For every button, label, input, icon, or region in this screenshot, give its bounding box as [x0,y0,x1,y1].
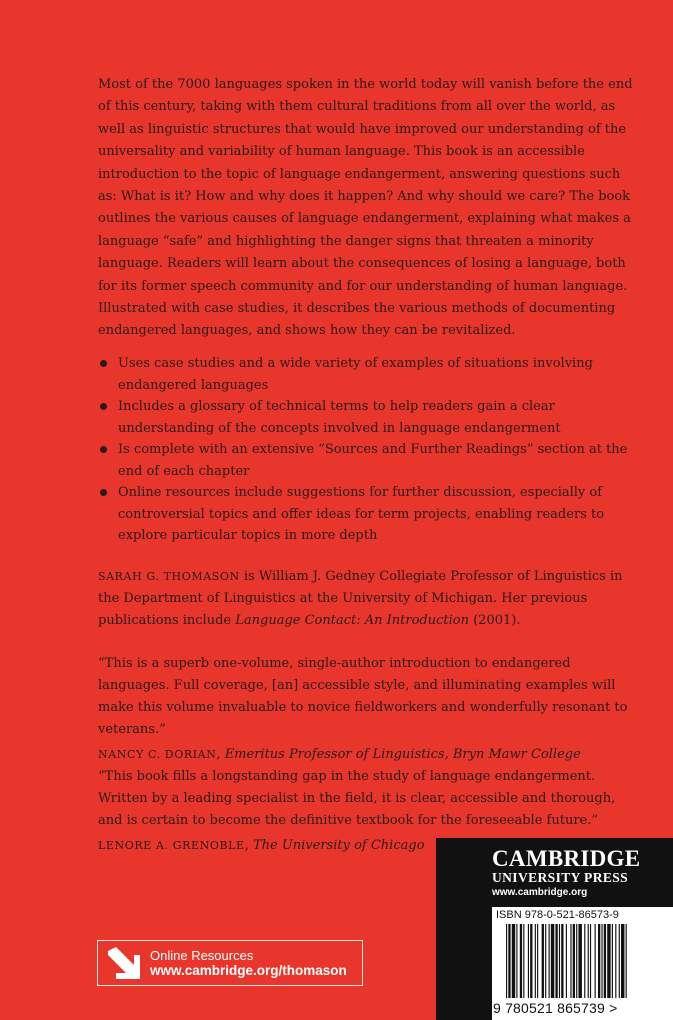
barcode-area [492,907,673,1020]
quote-attribution: NANCY C. DORIAN, Emeritus Professor of Linguistics, Bryn Mawr College [98,747,581,762]
barcode-bar [578,924,581,998]
feature-item [98,482,643,547]
online-resources-url[interactable]: www.cambridge.org/thomason [150,962,347,978]
bullet-icon [100,489,107,496]
barcode-bar [535,924,536,998]
barcode-bar [615,924,616,998]
publisher-press: UNIVERSITY PRESS [492,870,629,885]
barcode-bar [626,924,627,998]
quote-text: “This is a superb one-volume, single-author introduction to endangered languages. Full coverage, [an] accessible style, and illuminating examples will make this volume invaluable to novice fieldworkers and wonderfully resonant to veterans.” [98,656,628,737]
barcode-bar [612,924,613,998]
barcode-icon [492,924,673,1000]
arrow-icon [104,943,144,983]
online-resources-box[interactable] [97,940,363,986]
online-resources-title: Online Resources [150,947,254,963]
feature-text: Uses case studies and a wide variety of examples of situations involving endangered languages [118,356,593,393]
author-name: SARAH G. THOMASON [98,570,240,583]
barcode-bar [516,924,517,998]
quote-attribution: LENORE A. GRENOBLE, The University of Chicago [98,838,425,853]
author-bio-text: is William J. Gedney Collegiate Professor of Linguistics in the Department of Linguistics at the University of Michigan. Her previous publications include [98,569,623,628]
barcode-bar [528,924,529,998]
barcode-bar [545,924,546,998]
feature-list [98,353,643,547]
barcode-bar [573,924,575,998]
barcode-bar [559,924,560,998]
barcode-bar [555,924,557,998]
barcode-bar [530,924,532,998]
barcode-bar [523,924,524,998]
publisher-panel [436,838,673,1020]
book-description: Most of the 7000 languages spoken in the world today will vanish before the end of this century, taking with them cultural traditions from all over the world, as well as linguistic structures that would have improved our understanding of the universality and variability of human language. This book is an accessible introduction to the topic of language endangerment, answering questions such as: What is it? How and why does it happen? And why should we care? The book outlines the various causes of language endangerment, explaining what makes a language “safe” and highlighting the danger signs that threaten a minority language. Readers will learn about the consequences of losing a language, both for its former speech community and for our understanding of human language. Illustrated with case studies, it describes the various methods of documenting endangered languages, and shows how they can be revitalized. [98,77,633,339]
barcode-bar [549,924,550,998]
barcode-bar [506,924,507,998]
barcode-bar [576,924,577,998]
barcode-bar [508,924,510,998]
feature-text: Is complete with an extensive “Sources and Further Readings” section at the end of each chapter [118,442,628,479]
previous-book-title: Language Contact: An Introduction [235,613,469,628]
barcode-bar [551,924,554,998]
feature-item [98,396,643,439]
review-quote-1 [98,653,643,766]
bullet-icon [100,446,107,453]
barcode-bar [604,924,606,998]
barcode-bar [621,924,624,998]
feature-text: Online resources include suggestions for further discussion, especially of controversial topics and offer ideas for term projects, enabling readers to explore particular topics in more depth [118,485,605,543]
barcode-bar [561,924,563,998]
feature-item [98,439,643,482]
reviewer-affiliation: Emeritus Professor of Linguistics, Bryn Mawr College [224,747,581,762]
bullet-icon [100,403,107,410]
author-bio [98,566,643,632]
barcode-bar [590,924,591,998]
bullet-icon [100,360,107,367]
quote-text: “This book fills a longstanding gap in the study of language endangerment. Written by a leading specialist in the field, it is clear, accessible and thorough, and is certain to become the definitive textbook for the foreseeable future.” [98,769,616,828]
barcode-bar [520,924,522,998]
barcode-bar [512,924,515,998]
publisher-website: www.cambridge.org [492,887,588,898]
reviewer-name: NANCY C. DORIAN [98,748,217,761]
barcode-bar [601,924,602,998]
barcode-bar [537,924,538,998]
barcode-digits: 9 780521 865739 > [493,1000,618,1016]
isbn-label: ISBN 978-0-521-86573-9 [496,909,619,921]
barcode-bar [584,924,585,998]
barcode-bar [619,924,620,998]
barcode-bar [607,924,610,998]
barcode-bar [588,924,589,998]
reviewer-affiliation: The University of Chicago [252,838,425,853]
barcode-bar [566,924,567,998]
barcode-bar [598,924,600,998]
feature-item [98,353,643,396]
reviewer-name: LENORE A. GRENOBLE [98,839,245,852]
publisher-logo: CAMBRIDGE [492,846,641,871]
feature-text: Includes a glossary of technical terms to help readers gain a clear understanding of the concepts involved in language endangerment [118,399,561,436]
barcode-bar [595,924,596,998]
barcode-bar [570,924,571,998]
author-bio-end: (2001). [468,613,521,628]
barcode-bar [542,924,544,998]
